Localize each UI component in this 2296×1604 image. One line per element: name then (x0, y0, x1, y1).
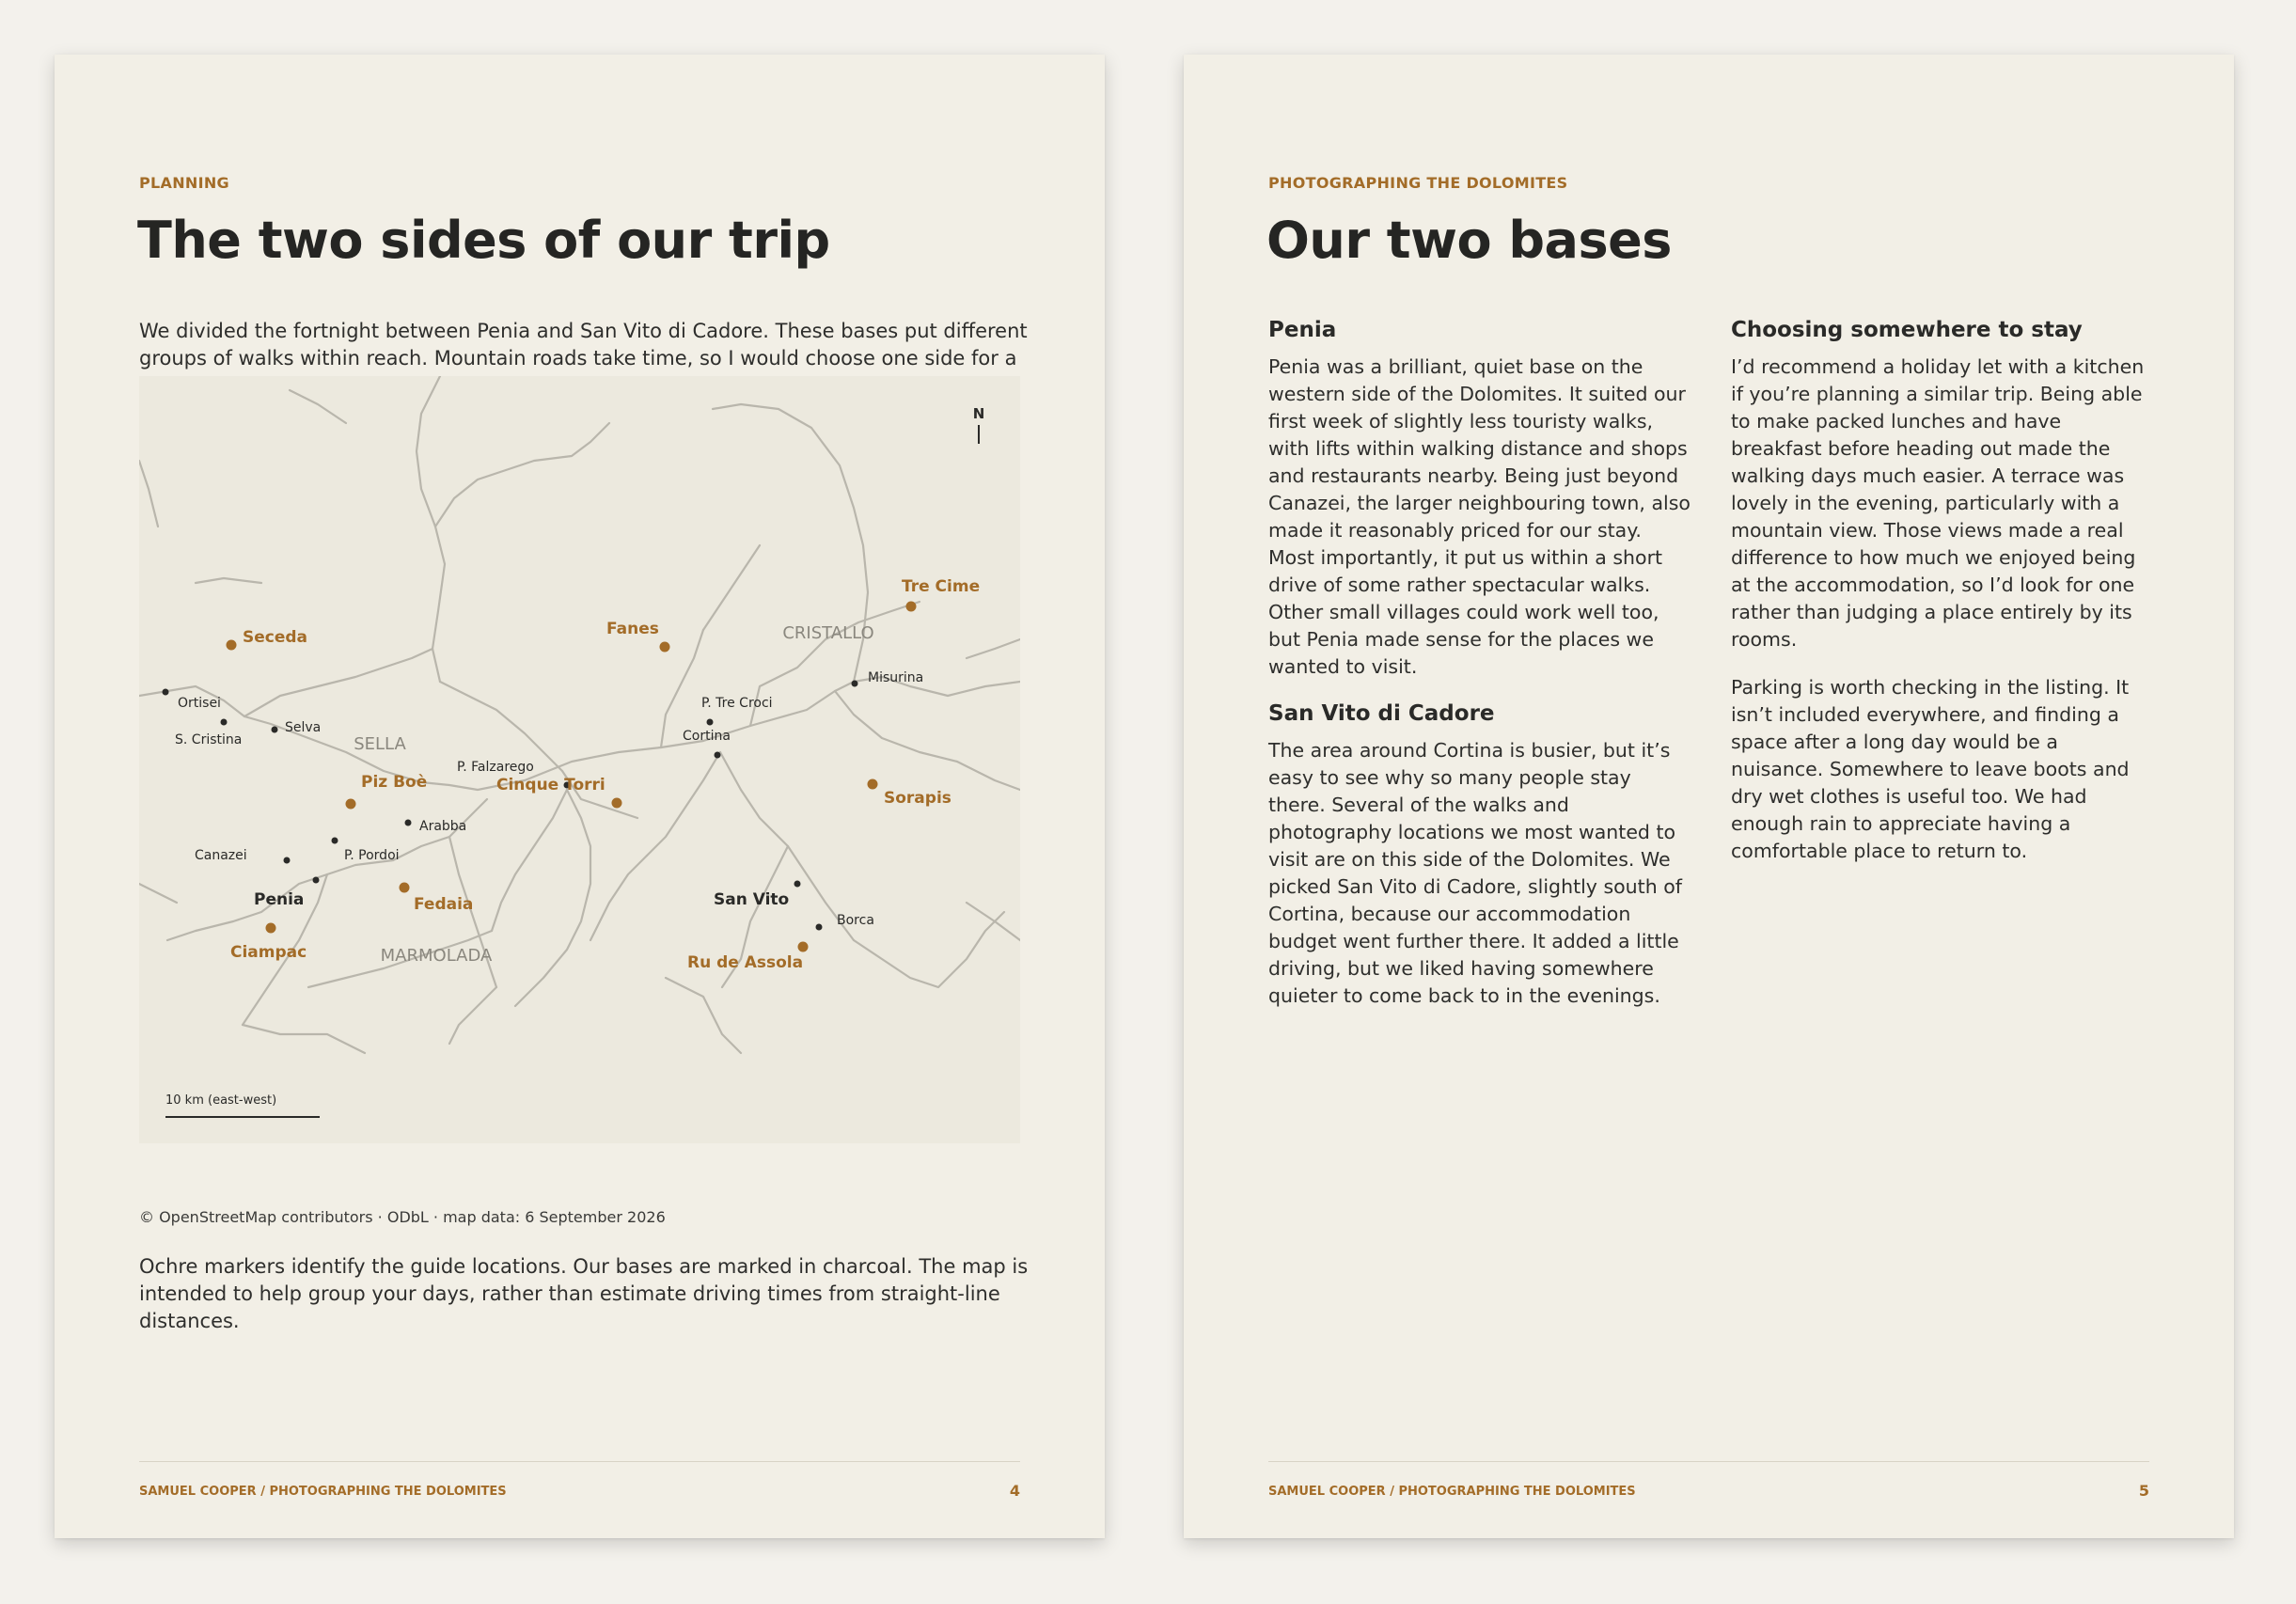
place-dot-ortisei (163, 689, 169, 696)
guide-label: Fedaia (414, 895, 474, 914)
footer-divider (139, 1461, 1020, 1462)
scale-bar-label: 10 km (east-west) (165, 1093, 277, 1108)
region-map[interactable] (139, 376, 1020, 1143)
base-label-san-vito: San Vito (714, 890, 790, 909)
guide-label: Cinque Torri (496, 776, 605, 794)
page-title: Our two bases (1266, 211, 1672, 270)
guide-label: Ciampac (230, 943, 307, 962)
column-right (1731, 318, 2154, 886)
section-heading-penia: Penia (1268, 318, 1337, 342)
page-number: 4 (1009, 1482, 1020, 1500)
place-dot-p-pordoi (332, 838, 338, 844)
north-arrow-label: N (972, 405, 985, 422)
place-dot-p-tre-croci (707, 719, 714, 726)
place-dot-borca (816, 924, 823, 931)
guide-dot-ru-de-assola[interactable] (798, 942, 809, 952)
place-dot-selva (272, 727, 278, 733)
guide-label: Sorapis (884, 789, 951, 808)
place-label: Ortisei (178, 696, 221, 711)
base-labels (254, 890, 789, 909)
place-dot-cortina (715, 752, 721, 759)
place-label: Selva (285, 720, 322, 735)
running-footer: SAMUEL COOPER / PHOTOGRAPHING THE DOLOMITES (1268, 1485, 1636, 1499)
guide-dot-piz-boe[interactable] (346, 799, 356, 810)
area-label: SELLA (354, 734, 406, 754)
place-label: Borca (837, 913, 874, 928)
intro-paragraph: We divided the fortnight between Penia and San Vito di Cadore. These bases put different groups of walks within reach. Mountain roads take time, so I would choose one side for a (139, 320, 1028, 370)
paragraph-san-vito: The area around Cortina is busier, but it’s easy to see why so many people stay there. Several of the walks and photography locations we most wanted to visit are on this side of the Dolomites. We picked San Vito di Cadore, slightly south of Cortina, because our accommodation budget went further there. It added a little driving, but we liked having somewhere quieter to come back to in the evenings. (1268, 739, 1682, 1007)
section-heading-san-vito: San Vito di Cadore (1268, 701, 1495, 726)
guide-dot-tre-cime[interactable] (906, 602, 917, 612)
paragraph-stay-1: I’d recommend a holiday let with a kitchen if you’re planning a similar trip. Being able to make packed lunches and have breakfast before heading out made the walking days much easier. A terrace was lovely in the evening, particularly with a mountain view. Those views made a real difference to how much we enjoyed being at the accommodation, so I’d look for one rather than judging a place entirely by its rooms. (1731, 355, 2145, 651)
place-label: Canazei (195, 848, 247, 863)
guide-label: Fanes (606, 620, 659, 638)
section-eyebrow: PLANNING (139, 174, 229, 192)
guide-dot-sorapis[interactable] (868, 779, 878, 790)
paragraph-stay-2: Parking is worth checking in the listing. It isn’t included everywhere, and finding a space after a long day would be a nuisance. Somewhere to leave boots and dry wet clothes is useful too. We had enough rain to appreciate having a comfortable place to return to. (1731, 676, 2130, 862)
footer-divider (1268, 1461, 2149, 1462)
page-right (1184, 55, 2234, 1538)
running-footer: SAMUEL COOPER / PHOTOGRAPHING THE DOLOMITES (139, 1485, 507, 1499)
page-left (55, 55, 1105, 1538)
place-label: P. Falzarego (457, 760, 534, 775)
column-left (1268, 318, 1691, 1030)
guide-dot-cinque-torri[interactable] (612, 798, 622, 809)
place-label: Misurina (868, 670, 924, 685)
area-label: MARMOLADA (380, 946, 493, 966)
base-dot-penia (313, 877, 320, 884)
place-dot-misurina (852, 681, 858, 687)
map-canvas (139, 376, 1020, 1143)
guide-dot-fedaia[interactable] (400, 883, 410, 893)
section-heading-stay: Choosing somewhere to stay (1731, 318, 2083, 342)
guide-dot-fanes[interactable] (660, 642, 670, 653)
guide-label: Piz Boè (361, 773, 428, 792)
place-label: Arabba (419, 819, 467, 834)
paragraph-penia: Penia was a brilliant, quiet base on the western side of the Dolomites. It suited our first week of slightly less touristy walks, with lifts within walking distance and shops and restaurants nearby. Being just beyond Canazei, the larger neighbouring town, also made it reasonably priced for our stay. Most importantly, it put us within a short drive of some rather spectacular walks. Other small villages could work well too, but Penia made sense for the places we wanted to visit. (1268, 355, 1691, 678)
area-label: CRISTALLO (782, 623, 874, 643)
map-attribution: © OpenStreetMap contributors · ODbL · map data: 6 September 2026 (139, 1208, 666, 1226)
place-dot-s-cristina (221, 719, 228, 726)
page-title: The two sides of our trip (137, 211, 830, 270)
base-label-penia: Penia (254, 890, 305, 909)
guide-dot-ciampac[interactable] (266, 923, 276, 934)
page-number: 5 (2138, 1482, 2149, 1500)
place-dot-canazei (284, 857, 291, 864)
place-label: P. Pordoi (344, 848, 400, 863)
place-label: P. Tre Croci (701, 696, 773, 711)
guide-label: Ru de Assola (687, 953, 804, 972)
base-dot-san-vito (794, 881, 801, 888)
guide-dot-seceda[interactable] (227, 640, 237, 651)
place-dot-arabba (405, 820, 412, 826)
place-label: S. Cristina (175, 732, 243, 747)
place-label: Cortina (683, 729, 731, 744)
section-eyebrow: PHOTOGRAPHING THE DOLOMITES (1268, 174, 1568, 192)
place-labels (175, 670, 923, 928)
guide-label: Seceda (243, 628, 308, 647)
map-note: Ochre markers identify the guide locations. Our bases are marked in charcoal. The map is intended to help group your days, rather than estimate driving times from straight-line distances. (139, 1255, 1029, 1332)
guide-label: Tre Cime (902, 577, 981, 596)
